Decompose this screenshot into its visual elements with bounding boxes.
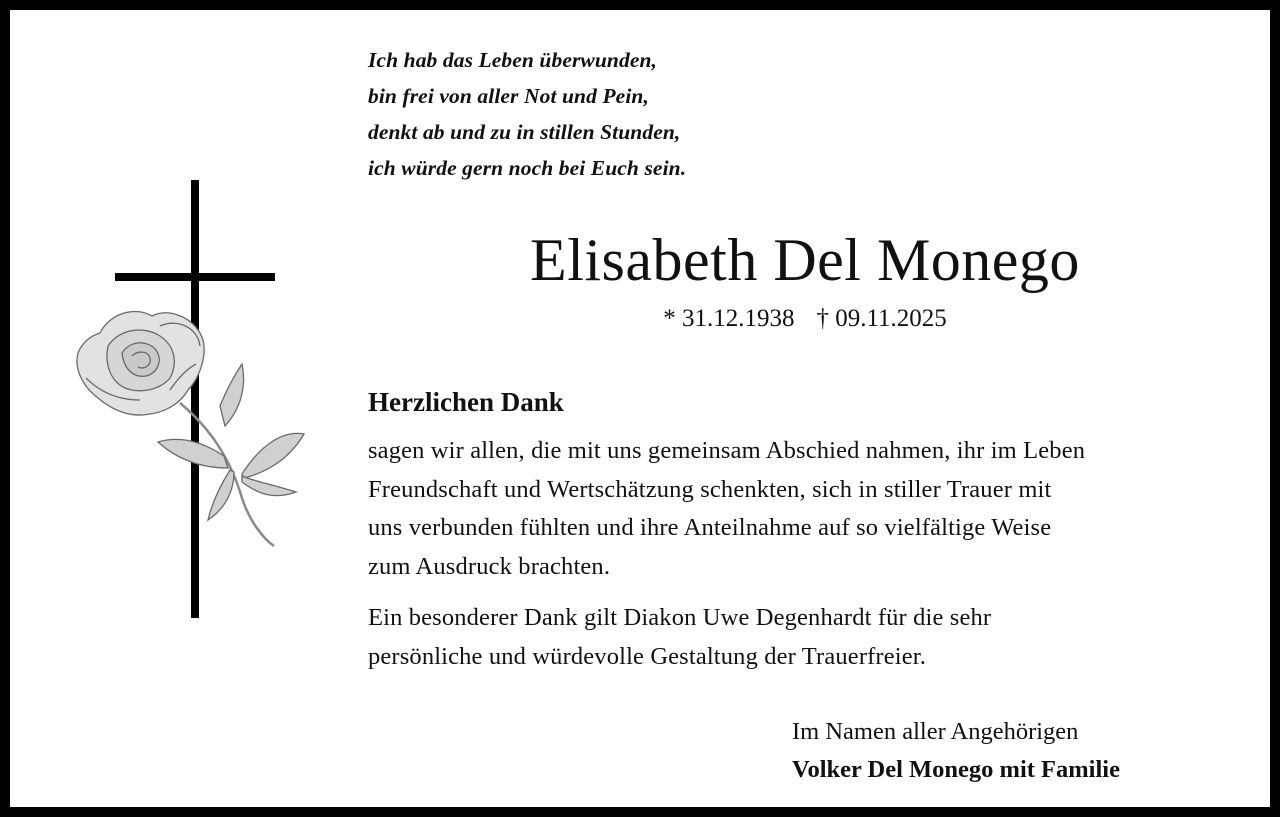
text-line: zum Ausdruck brachten. — [368, 552, 611, 580]
thanks-heading: Herzlichen Dank — [368, 387, 564, 417]
poem-line: denkt ab und zu in stillen Stunden, — [368, 120, 681, 144]
poem-line: bin frei von aller Not und Pein, — [368, 84, 649, 108]
text-line: Freundschaft und Wertschätzung schenkten, sich in stiller Trauer mit — [368, 475, 1052, 503]
thanks-paragraph — [368, 432, 1248, 586]
memorial-poem — [368, 42, 686, 186]
life-dates — [360, 302, 1250, 336]
special-thanks-paragraph — [368, 599, 1248, 676]
text-line: uns verbunden fühlten und ihre Anteilnahme auf so vielfältige Weise — [368, 514, 1052, 541]
birth-date: * 31.12.1938 — [663, 305, 795, 332]
signoff-line: Im Namen aller Angehörigen — [792, 718, 1079, 745]
text-line: Ein besonderer Dank gilt Diakon Uwe Degenhardt für die sehr — [368, 604, 992, 631]
family-signature: Volker Del Monego mit Familie — [792, 756, 1120, 783]
deceased-name: Elisabeth Del Monego — [530, 227, 1080, 293]
rose-icon — [77, 311, 304, 546]
signoff — [792, 713, 1120, 789]
poem-line: Ich hab das Leben überwunden, — [368, 48, 658, 72]
text-line: sagen wir allen, die mit uns gemeinsam Abschied nahmen, ihr im Leben — [368, 437, 1086, 464]
text-line: persönliche und würdevolle Gestaltung der Trauerfreier. — [368, 642, 926, 670]
cross-with-rose — [60, 168, 310, 618]
poem-line: ich würde gern noch bei Euch sein. — [368, 156, 687, 180]
death-date: † 09.11.2025 — [816, 305, 947, 332]
